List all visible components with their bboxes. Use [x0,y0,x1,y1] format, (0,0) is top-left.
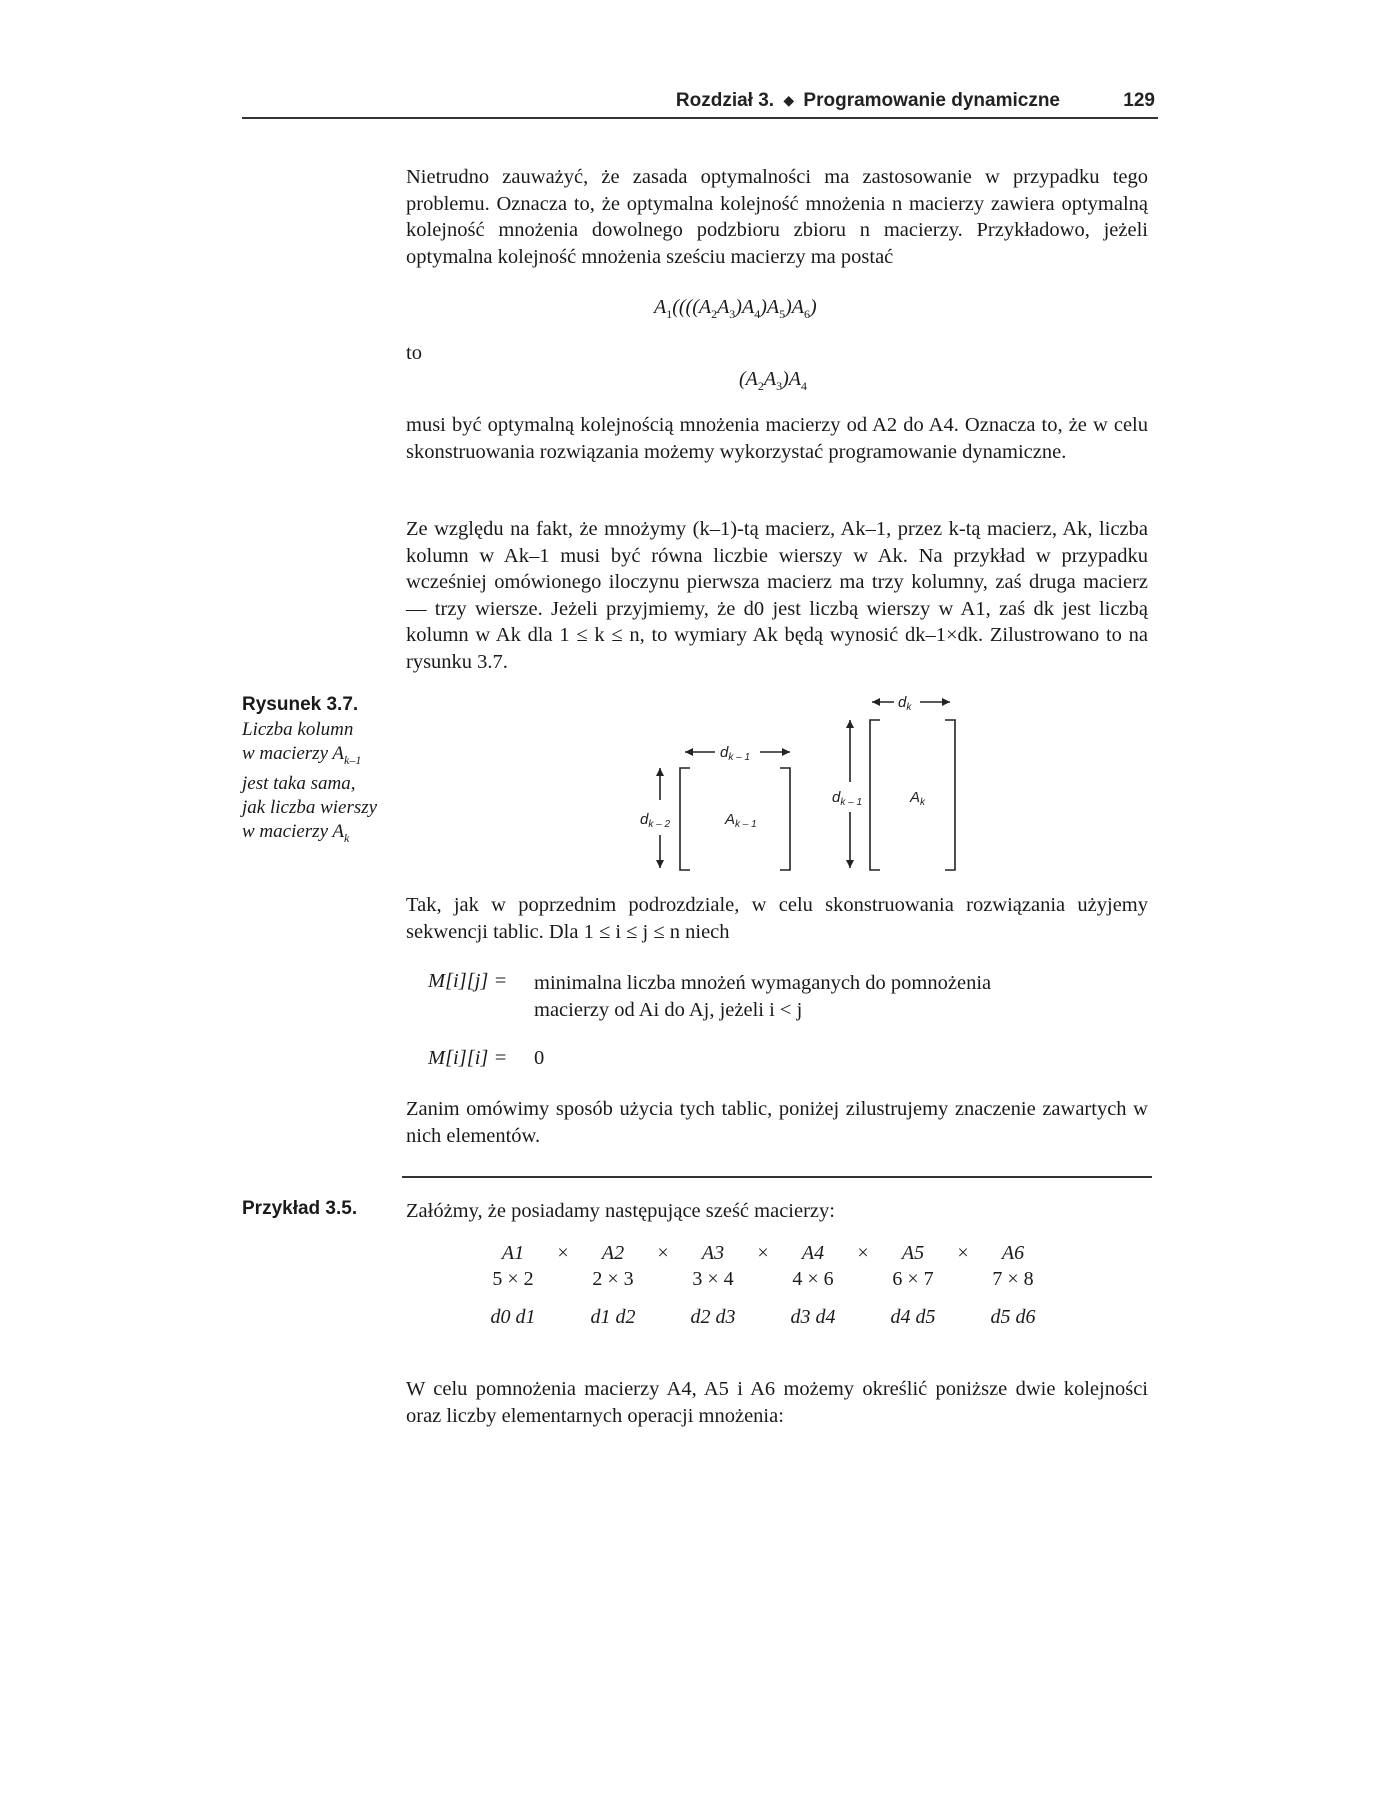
paragraph-3: Ze względu na fakt, że mnożymy (k–1)-tą macierz, Ak–1, przez k-tą macierz, Ak, liczba kolumn w Ak–1 musi być równa liczbie wierszy w Ak. Na przykład w przypadku wcześniej omówionego iloczynu pierwsza macierz ma trzy kolumny, zaś druga macierz — trzy wiersze. Jeżeli przyjmiemy, że d0 jest liczbą wierszy w A1, zaś dk jest liczbą kolumn w Ak dla 1 ≤ k ≤ n, to wymiary Ak będą wynosić dk–1×dk. Zilustrowano to na rysunku 3.7. [406,518,1148,673]
arrowhead [782,748,790,756]
caption-line: jest taka sama, [242,772,356,794]
matrix-table [478,1240,1048,1332]
matrix-dim: 4 × 6 [792,1267,834,1290]
definition-line: minimalna liczba mnożeń wymaganych do pomnożenia [534,972,992,994]
diamond-icon: ◆ [783,92,795,108]
caption-line: jak liczba wierszy [242,796,378,818]
d-pair: d5 d6 [990,1305,1036,1328]
table-row [478,1240,1048,1266]
label-d-k-top: $d_k$ [898,694,912,713]
d-pair: d1 d2 [590,1305,636,1328]
label-d-k-1-top: $d_{k - 1}$ [720,744,751,763]
arrowhead [872,698,880,706]
paragraph-4: Tak, jak w poprzednim podrozdziale, w celu skonstruowania rozwiązania użyjemy sekwencji tablic. Dla 1 ≤ i ≤ j ≤ n niech [406,894,1148,943]
d-pair: d4 d5 [890,1305,936,1328]
table-row [478,1292,1048,1332]
d-pair: d2 d3 [690,1305,736,1328]
d-pair: d0 d1 [490,1305,536,1328]
word-to: to [406,342,422,364]
matrix-dim: 3 × 4 [692,1267,734,1290]
arrowhead [846,720,854,728]
bracket-left-close [780,768,790,870]
label-d-k-2: $d_{k - 2}$ [640,811,671,830]
caption-line: w macierzy $A_{k-1}$ [242,743,362,767]
times-symbol: × [957,1241,969,1264]
example-label: Przykład 3.5. [242,1198,358,1219]
paragraph-2: musi być optymalną kolejnością mnożenia macierzy od A2 do A4. Oznacza to, że w celu skonstruowania rozwiązania możemy wykorzystać programowanie dynamiczne. [406,414,1148,463]
label-A-k-1: $A_{k - 1}$ [725,811,757,830]
bracket-right-open [870,720,880,870]
definition-1-label: M[i][j] = [428,970,508,992]
matrix-dim: 5 × 2 [492,1267,534,1290]
matrix-name: A3 [701,1241,725,1264]
bracket-right-close [945,720,955,870]
times-symbol: × [757,1241,769,1264]
formula-optimal-order: $A_1((((A_2A_3)A_4)A_5)A_6)$ [654,296,817,321]
caption-line: w macierzy $A_k$ [242,820,350,845]
paragraph-1: Nietrudno zauważyć, że zasada optymalności ma zastosowanie w przypadku tego problemu. Oznacza to, że optymalna kolejność mnożenia n macierzy zawiera optymalną kolejność mnożenia dowolnego podzbioru zbioru n macierzy. Przykładowo, jeżeli optymalna kolejność mnożenia sześciu macierzy ma postać [406,166,1148,268]
paragraph-5: Zanim omówimy sposób użycia tych tablic, poniżej zilustrujemy znaczenie zawartych w nich elementów. [406,1098,1148,1147]
caption-line: Liczba kolumn [242,719,354,740]
d-pair: d3 d4 [790,1305,836,1328]
matrix-dim: 6 × 7 [892,1267,934,1290]
matrix-name: A2 [601,1241,625,1264]
bracket-left-open [680,768,690,870]
paragraph-6: W celu pomnożenia macierzy A4, A5 i A6 możemy określić poniższe dwie kolejności oraz liczby elementarnych operacji mnożenia: [406,1378,1148,1427]
example-intro: Załóżmy, że posiadamy następujące sześć macierzy: [406,1200,835,1222]
arrowhead [942,698,950,706]
matrix-name: A5 [901,1241,925,1264]
arrowhead [685,748,693,756]
figure-caption [242,718,412,850]
matrix-dim: 2 × 3 [592,1267,634,1290]
matrix-name: A4 [801,1241,825,1264]
header-rule [242,117,1158,119]
matrix-dim: 7 × 8 [992,1267,1034,1290]
definition-2-label: M[i][i] = [428,1047,508,1069]
times-symbol: × [657,1241,669,1264]
chapter-label: Rozdział 3. [675,90,775,111]
definition-1-text [534,970,1094,1023]
definition-line: macierzy od Ai do Aj, jeżeli i < j [534,998,803,1021]
table-row [478,1266,1048,1292]
matrix-dimension-diagram [600,690,960,880]
example-rule [402,1176,1152,1178]
page-number: 129 [1123,90,1155,111]
times-symbol: × [857,1241,869,1264]
chapter-title: Programowanie dynamiczne [803,90,1060,111]
arrowhead [656,860,664,868]
running-header [676,90,1060,112]
arrowhead [656,768,664,776]
label-d-k-1-side: $d_{k - 1}$ [832,789,863,808]
matrix-name: A1 [501,1241,525,1264]
figure-label: Rysunek 3.7. [242,694,359,715]
label-A-k: $A_k$ [910,789,926,808]
arrowhead [846,860,854,868]
definition-2-value: 0 [534,1047,545,1069]
matrix-name: A6 [1001,1241,1025,1264]
formula-sub-order: $(A_2A_3)A_4$ [739,368,807,393]
times-symbol: × [557,1241,569,1264]
